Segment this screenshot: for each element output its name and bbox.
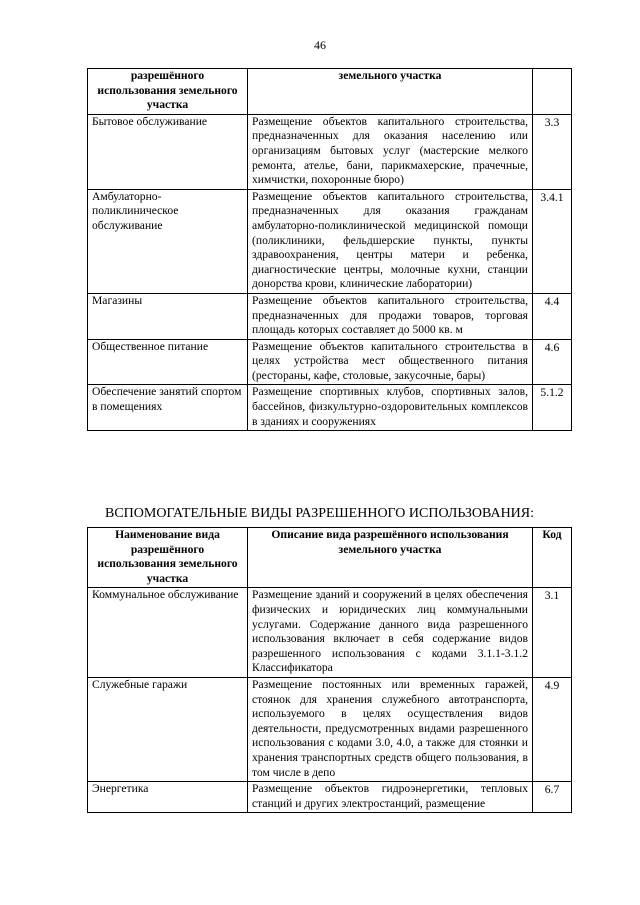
use-description: Размещение объектов гидроэнергетики, тепловых станций и других электростанций, размещение	[248, 782, 533, 813]
use-code: 3.3	[533, 114, 572, 189]
auxiliary-use-table	[87, 527, 572, 813]
header-description: Описание вида разрешённого использования земельного участка	[248, 528, 533, 588]
table-row	[88, 677, 572, 781]
use-code: 5.1.2	[533, 385, 572, 431]
use-name: Магазины	[88, 293, 248, 339]
use-name: Бытовое обслуживание	[88, 114, 248, 189]
use-name: Коммунальное обслуживание	[88, 588, 248, 678]
table-row	[88, 588, 572, 678]
use-name: Общественное питание	[88, 339, 248, 385]
table-row	[88, 189, 572, 293]
use-description: Размещение объектов капитального строительства в целях устройства мест общественного питания (рестораны, кафе, столовые, закусочные, бары)	[248, 339, 533, 385]
page-number: 46	[314, 38, 326, 52]
table-header-row	[88, 69, 572, 115]
header-name: разрешённого использования земельного участка	[88, 69, 248, 115]
use-description: Размещение объектов капитального строительства, предназначенных для оказания населению или организациям бытовых услуг (мастерские мелкого ремонта, ателье, бани, парикмахерские, прачечные, химчистки, похоронные бюро)	[248, 114, 533, 189]
use-description: Размещение постоянных или временных гаражей, стоянок для хранения служебного автотранспорта, используемого в целях осуществления видов деятельности, предусмотренных видами разрешенного использования с кодами 3.0, 4.0, а также для стоянки и хранения транспортных средств общего пользования, в том числе в депо	[248, 677, 533, 781]
use-description: Размещение зданий и сооружений в целях обеспечения физических и юридических лиц коммунальными услугами. Содержание данного вида разрешенного использования включает в себя содержание видов разрешенного использования с кодами 3.1.1-3.1.2 Классификатора	[248, 588, 533, 678]
use-code: 4.4	[533, 293, 572, 339]
table-row	[88, 293, 572, 339]
use-name: Обеспечение занятий спортом в помещениях	[88, 385, 248, 431]
use-description: Размещение объектов капитального строительства, предназначенных для продажи товаров, торговая площадь которых составляет до 5000 кв. м	[248, 293, 533, 339]
header-name: Наименование вида разрешённого использования земельного участка	[88, 528, 248, 588]
use-description: Размещение спортивных клубов, спортивных залов, бассейнов, физкультурно-оздоровительных комплексов в зданиях и сооружениях	[248, 385, 533, 431]
table-header-row	[88, 528, 572, 588]
use-code: 6.7	[533, 782, 572, 813]
use-name: Амбулаторно-поликлиническое обслуживание	[88, 189, 248, 293]
table-row	[88, 339, 572, 385]
use-code: 3.4.1	[533, 189, 572, 293]
use-description: Размещение объектов капитального строительства, предназначенных для оказания гражданам амбулаторно-поликлинической медицинской помощи (поликлиники, фельдшерские пункты, пункты здравоохранения, центры матери и ребенка, диагностические центры, молочные кухни, станции донорства крови, клинические лаборатории)	[248, 189, 533, 293]
permitted-use-table-continued	[87, 68, 572, 431]
section-heading: ВСПОМОГАТЕЛЬНЫЕ ВИДЫ РАЗРЕШЕННОГО ИСПОЛЬЗОВАНИЯ:	[105, 506, 535, 521]
use-code: 4.6	[533, 339, 572, 385]
use-code: 3.1	[533, 588, 572, 678]
header-code	[533, 69, 572, 115]
table-row	[88, 114, 572, 189]
table-row	[88, 385, 572, 431]
use-name: Служебные гаражи	[88, 677, 248, 781]
use-name: Энергетика	[88, 782, 248, 813]
use-code: 4.9	[533, 677, 572, 781]
header-description: земельного участка	[248, 69, 533, 115]
table-row	[88, 782, 572, 813]
header-code: Код	[533, 528, 572, 588]
